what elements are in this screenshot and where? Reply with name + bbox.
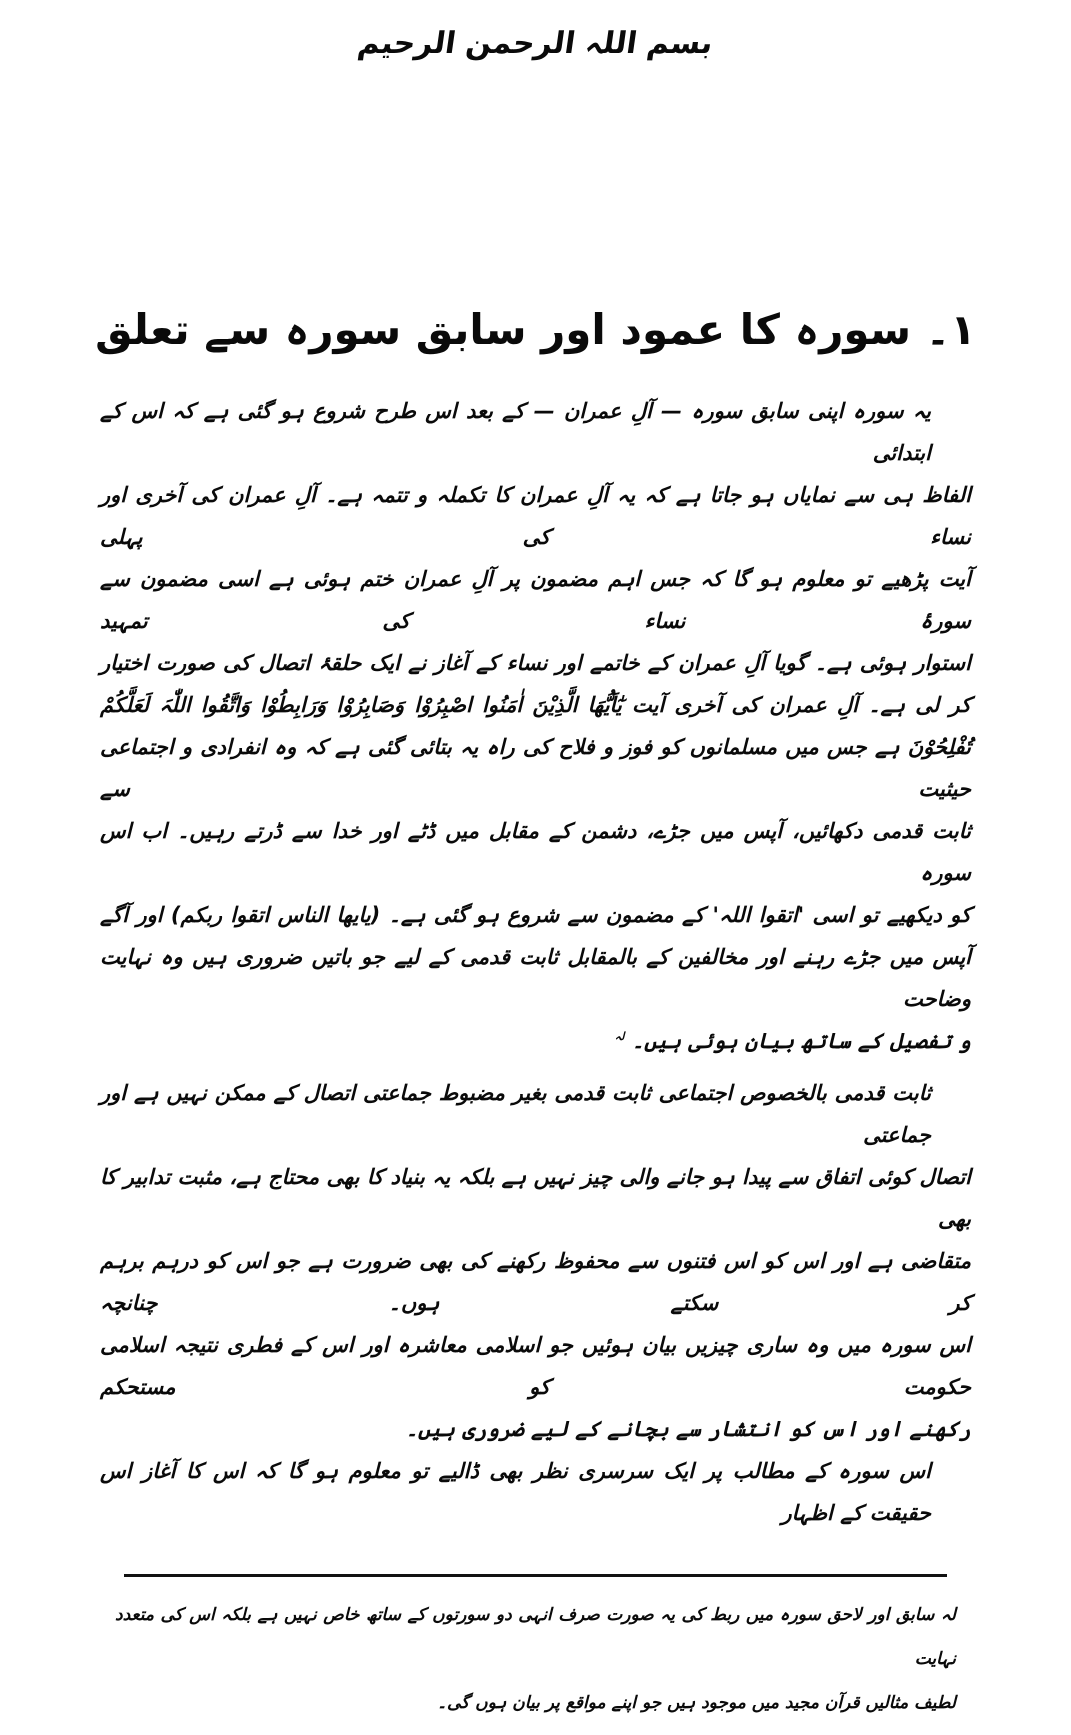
- body-text: [100, 390, 971, 1534]
- footnote-marker: لہ: [614, 1030, 625, 1043]
- text-line: متقاضی ہے اور اس کو اس فتنوں سے محفوظ رکھنے کی بھی ضرورت ہے جو اس کو درہم برہم کر سکتے ہوں۔ چنانچہ: [100, 1249, 971, 1315]
- footnote-line: لہ سابق اور لاحق سورہ میں ربط کی یہ صورت صرف انہی دو سورتوں کے ساتھ خاص نہیں ہے بلکہ اس کی متعدد نہایت: [115, 1605, 956, 1669]
- text-line: رکھنے اور اس کو انتشار سے بچانے کے لیے ضروری ہیں۔: [405, 1417, 971, 1441]
- text-line: اس سورہ کے مطالب پر ایک سرسری نظر بھی ڈالیے تو معلوم ہو گا کہ اس کا آغاز اس حقیقت کے اظہار: [100, 1459, 931, 1525]
- text-line: استوار ہوئی ہے۔ گویا آلِ عمران کے خاتمے اور نساء کے آغاز نے ایک حلقۂ اتصال کی صورت اختیار: [100, 651, 971, 675]
- text-line: کو دیکھیے تو اسی 'اتقوا اللہ' کے مضمون سے شروع ہو گئی ہے۔ (یایھا الناس اتقوا ربکم) اور آگے: [100, 903, 971, 927]
- text-line: اس سورہ میں وہ ساری چیزیں بیان ہوئیں جو اسلامی معاشرہ اور اس کے فطری نتیجہ اسلامی حکومت کو مستحکم: [100, 1333, 971, 1399]
- text-line: آیت پڑھیے تو معلوم ہو گا کہ جس اہم مضمون پر آلِ عمران ختم ہوئی ہے اسی مضمون سے سورۂ نساء کی تمہید: [100, 567, 971, 633]
- footnote: [115, 1593, 956, 1725]
- text-line: ثابت قدمی بالخصوص اجتماعی ثابت قدمی بغیر مضبوط جماعتی اتصال کے ممکن نہیں ہے اور جماعتی: [100, 1081, 931, 1147]
- footnote-line: لطیف مثالیں قرآن مجید میں موجود ہیں جو اپنے مواقع پر بیان ہوں گی۔: [437, 1693, 956, 1713]
- text-line-content: و تفصیل کے ساتھ بیان ہوئی ہیں۔: [631, 1029, 971, 1053]
- text-line: آپس میں جڑے رہنے اور مخالفین کے بالمقابل ثابت قدمی کے لیے جو باتیں ضروری ہیں وہ نہایت وضاحت: [100, 945, 971, 1011]
- text-line: اتصال کوئی اتفاق سے پیدا ہو جانے والی چیز نہیں ہے بلکہ یہ بنیاد کا بھی محتاج ہے، مثبت تدابیر کا بھی: [100, 1165, 971, 1231]
- text-line: یہ سورہ اپنی سابق سورہ — آلِ عمران — کے بعد اس طرح شروع ہو گئی ہے کہ اس کے ابتدائی: [100, 399, 931, 465]
- text-line: الفاظ ہی سے نمایاں ہو جاتا ہے کہ یہ آلِ عمران کا تکملہ و تتمہ ہے۔ آلِ عمران کی آخری اور نساء کی پہلی: [100, 483, 971, 549]
- text-line: ثابت قدمی دکھائیں، آپس میں جڑے، دشمن کے مقابل میں ڈٹے اور خدا سے ڈرتے رہیں۔ اب اس سورہ: [100, 819, 971, 885]
- paragraph-gap: [100, 1062, 971, 1072]
- footnote-divider: [124, 1574, 947, 1577]
- text-line: کر لی ہے۔ آلِ عمران کی آخری آیت یٰٓاَیُّھَا الَّذِیْنَ اٰمَنُوا اصْبِرُوْا وَصَابِرُوْا وَرَابِطُوْا وَاتَّقُوا اللّٰہَ لَعَلَّکُمْ: [100, 693, 971, 717]
- paragraph-2: [100, 1072, 971, 1450]
- text-line: تُفْلِحُوْنَ ہے جس میں مسلمانوں کو فوز و فلاح کی راہ یہ بتائی گئی ہے کہ وہ انفرادی و اجتماعی حیثیت سے: [100, 735, 971, 801]
- paragraph-1: [100, 390, 971, 1062]
- paragraph-3: [100, 1450, 971, 1534]
- section-heading: ۱۔ سورہ کا عمود اور سابق سورہ سے تعلق: [95, 305, 976, 354]
- bismillah-calligraphy: بسم اللہ الرحمن الرحیم: [355, 26, 716, 61]
- text-line-with-footnote: [100, 1020, 971, 1062]
